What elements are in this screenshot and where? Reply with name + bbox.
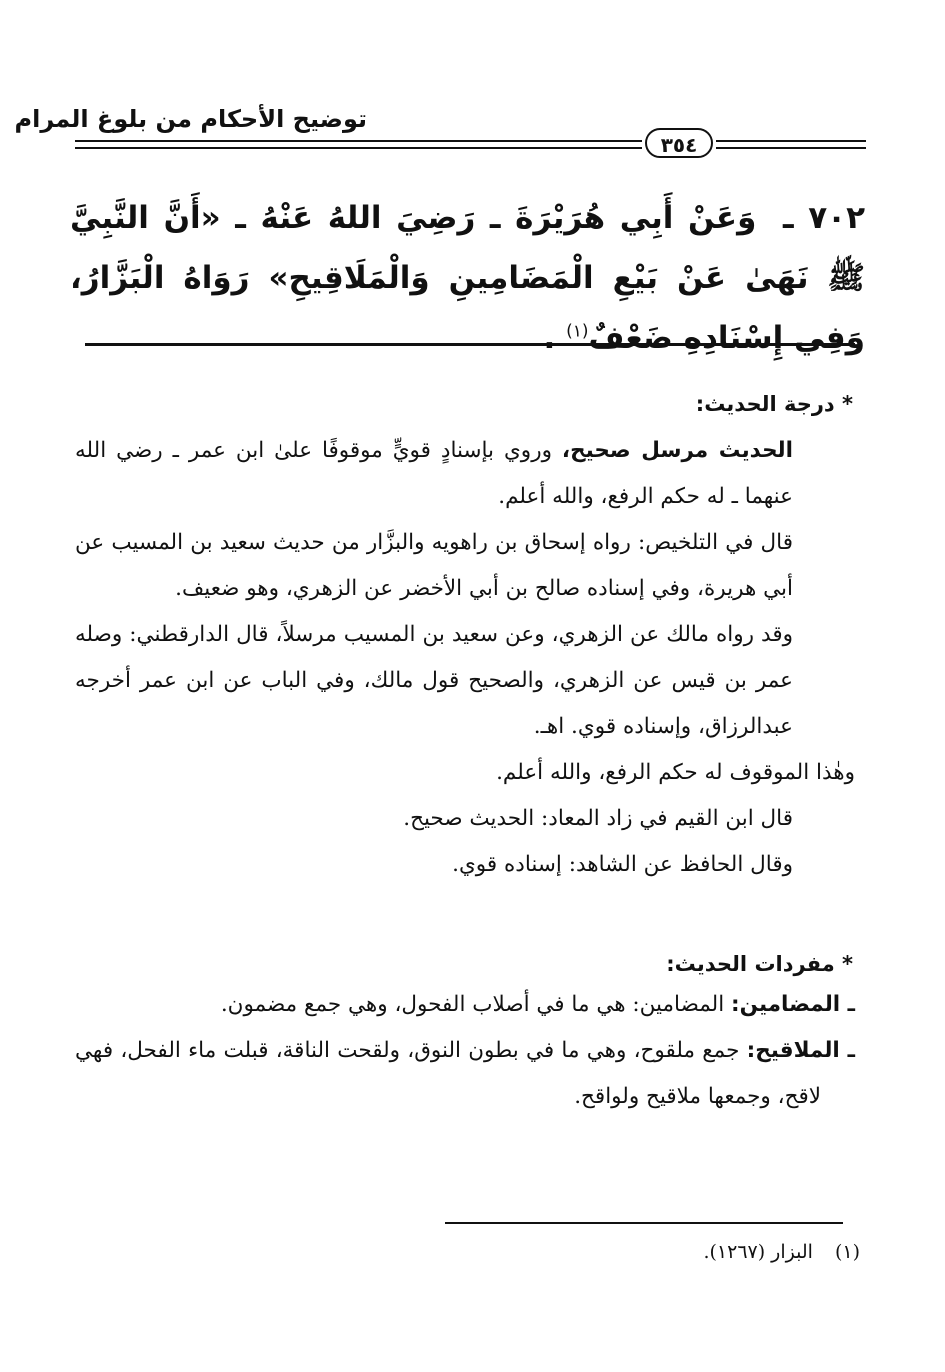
hadith-text: وَعَنْ أَبِي هُرَيْرَةَ ـ رَضِيَ اللهُ عَنْهُ ـ «أَنَّ النَّبِيَّ ﷺ نَهَىٰ عَنْ بَيْعِ الْمَضَامِينِ وَالْمَلَاقِيحِ» رَوَاهُ الْبَزَّارُ، وَفِي إِسْنَادِهِ ضَعْفٌ [70, 200, 865, 356]
vocab-heading: * مفردات الحديث: [666, 952, 853, 976]
vocab-body [75, 982, 855, 1120]
header-rule [75, 140, 642, 142]
vocab-definition: جمع ملقوح، وهي ما في بطون النوق، ولقحت الناقة، قبلت ماء الفحل، فهي لاقح، وجمعها ملاقيح ولواقح. [75, 1038, 821, 1109]
header-rule [716, 147, 866, 149]
hadith-text-block [70, 188, 865, 368]
vocab-entry [75, 1028, 855, 1120]
vocab-entry [75, 982, 855, 1028]
grade-paragraph: قال في التلخيص: رواه إسحاق بن راهويه والبزَّار من حديث سعيد بن المسيب عن أبي هريرة، وفي إسناده صالح بن أبي الأخضر عن الزهري، وهو ضعيف. [75, 530, 793, 601]
grade-paragraph: وهٰذا الموقوف له حكم الرفع، والله أعلم. [496, 760, 855, 785]
grade-text: وروي بإسنادٍ قويٍّ موقوفًا علىٰ ابن عمر ـ رضي الله عنهما ـ له حكم الرفع، والله أعلم. [75, 438, 793, 509]
grade-paragraph: وقد رواه مالك عن الزهري، وعن سعيد بن المسيب مرسلاً، قال الدارقطني: وصله عمر بن قيس عن الزهري، والصحيح قول مالك، وفي الباب عن ابن عمر أخرجه عبدالرزاق، وإسناده قوي. اهـ. [75, 622, 793, 739]
vocab-definition: المضامين: هي ما في أصلاب الفحول، وهي جمع مضمون. [220, 992, 732, 1017]
footnote-number: (١) [834, 1241, 860, 1263]
running-title: توضيح الأحكام من بلوغ المرام [14, 105, 367, 133]
grade-lead: الحديث مرسل صحيح، [561, 438, 794, 463]
grade-paragraph [75, 428, 855, 520]
vocab-term: ـ المضامين: [731, 992, 855, 1017]
vocab-term: ـ الملاقيح: [746, 1038, 855, 1063]
footnote-rule [445, 1222, 843, 1224]
footnote [703, 1232, 860, 1272]
grade-paragraph: قال ابن القيم في زاد المعاد: الحديث صحيح. [403, 806, 793, 831]
hadith-end: . [543, 320, 556, 356]
section-divider [85, 343, 855, 346]
page-number: ٣٥٤ [645, 128, 713, 158]
grade-body [75, 428, 855, 888]
header-rule [75, 147, 642, 149]
hadith-number: ٧٠٢ ـ [783, 200, 866, 236]
header-rule [716, 140, 866, 142]
grade-heading: * درجة الحديث: [695, 392, 853, 416]
footnote-reference: (١) [566, 321, 589, 342]
grade-paragraph: وقال الحافظ عن الشاهد: إسناده قوي. [452, 852, 793, 877]
footnote-text: البزار (١٢٦٧). [703, 1241, 813, 1263]
